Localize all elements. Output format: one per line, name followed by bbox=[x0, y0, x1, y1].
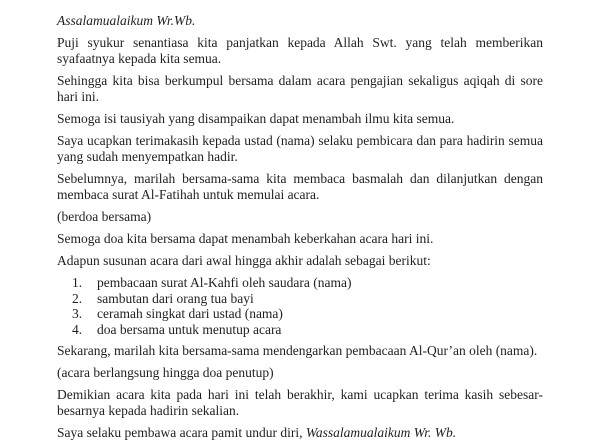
paragraph-sekarang: Sekarang, marilah kita bersama-sama mendengarkan pembacaan Al-Qur’an oleh (nama). bbox=[57, 343, 538, 358]
agenda-list bbox=[57, 275, 543, 337]
closing-line bbox=[57, 425, 543, 441]
paragraph-semoga-tausiyah: Semoga isi tausiyah yang disampaikan dapat menambah ilmu kita semua. bbox=[57, 111, 455, 126]
agenda-item-2: sambutan dari orang tua bayi bbox=[97, 290, 254, 306]
closing-line-prefix: Saya selaku pembawa acara pamit undur diri, bbox=[57, 425, 306, 440]
stage-direction-acara-berlangsung: (acara berlangsung hingga doa penutup) bbox=[57, 365, 274, 380]
stage-direction-berdoa: (berdoa bersama) bbox=[57, 209, 152, 224]
paragraph-semoga-doa: Semoga doa kita bersama dapat menambah keberkahan acara hari ini. bbox=[57, 231, 434, 246]
agenda-item-1: pembacaan surat Al-Kahfi oleh saudara (nama) bbox=[97, 275, 352, 290]
paragraph-terimakasih: Saya ucapkan terimakasih kepada ustad (nama) selaku pembicara dan para hadirin semua yang sudah menyempatkan hadir. bbox=[57, 133, 543, 164]
agenda-item-3: ceramah singkat dari ustad (nama) bbox=[97, 306, 283, 321]
paragraph-sehingga: Sehingga kita bisa berkumpul bersama dalam acara pengajian sekaligus aqiqah di sore hari ini. bbox=[57, 73, 543, 104]
paragraph-sebelumnya: Sebelumnya, marilah bersama-sama kita membaca basmalah dan dilanjutkan dengan membaca surat Al-Fatihah untuk memulai acara. bbox=[57, 171, 543, 202]
paragraph-puji-syukur: Puji syukur senantiasa kita panjatkan kepada Allah Swt. yang telah memberikan syafaatnya kepada kita semua. bbox=[57, 35, 543, 66]
closing-salutation: Wassalamualaikum Wr. Wb. bbox=[305, 425, 457, 440]
opening-salutation: Assalamualaikum Wr.Wb. bbox=[57, 13, 196, 28]
paragraph-susunan-acara: Adapun susunan acara dari awal hingga akhir adalah sebagai berikut: bbox=[57, 253, 431, 268]
paragraph-demikian: Demikian acara kita pada hari ini telah berakhir, kami ucapkan terima kasih sebesar-besarnya kepada hadirin sekalian. bbox=[57, 387, 543, 418]
agenda-item-4: doa bersama untuk menutup acara bbox=[97, 321, 282, 337]
